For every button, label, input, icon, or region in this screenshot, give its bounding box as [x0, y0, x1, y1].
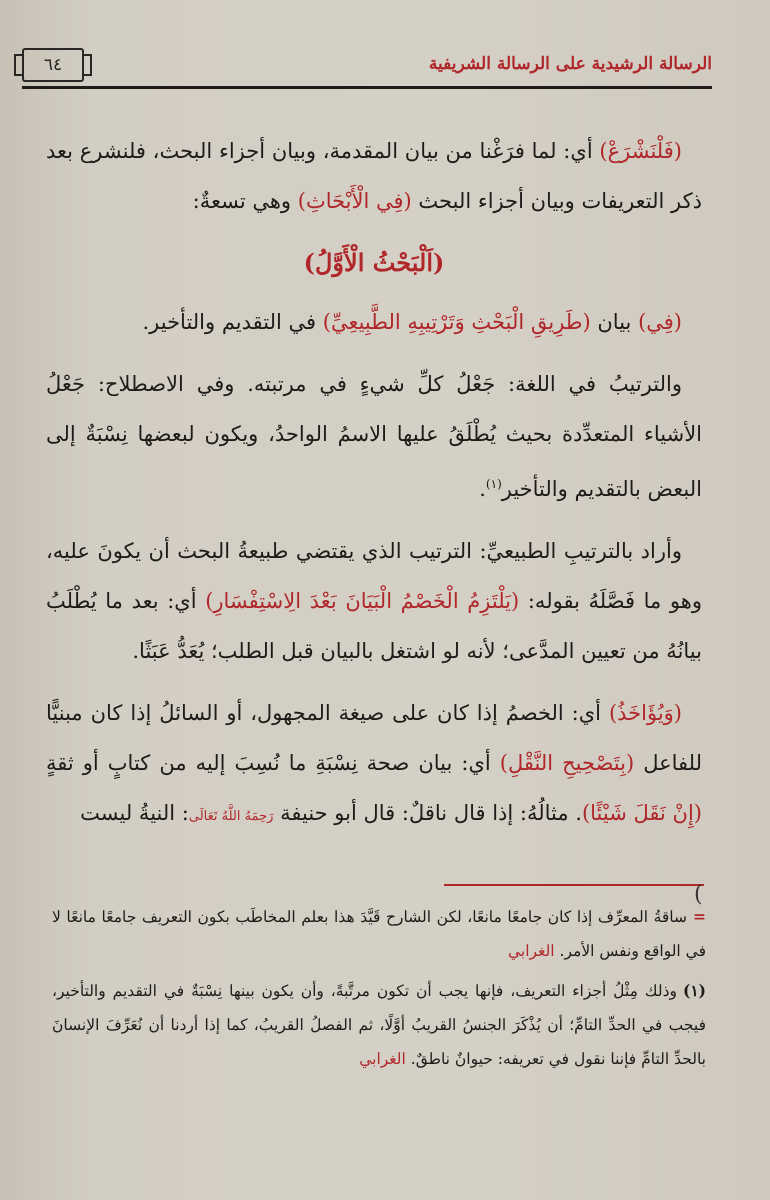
- commentary-text: أي: بيان صحة نِسْبَةِ ما نُسِبَ إليه من كتابٍ أو ثقةٍ: [46, 751, 500, 775]
- matn-quote: (فَلْنَشْرَعْ): [599, 139, 682, 163]
- footnote-source: الغرابي: [359, 1050, 406, 1068]
- matn-quote: (فِي الْأَبْحَاثِ): [297, 189, 412, 213]
- commentary-text: في التقديم والتأخير.: [142, 310, 323, 334]
- footnote-1: [52, 974, 706, 1076]
- main-text: [46, 126, 702, 854]
- footnote-marker: =: [693, 907, 706, 926]
- commentary-text: أي: بعد ما يُطْلَبُ بيانُهُ من تعيين المدَّعى؛ لأنه لو اشتغل بالبيان قبل الطلب؛ يُعَدُّ عَبَثًا.: [46, 589, 702, 663]
- commentary-text: وهي تسعةٌ:: [192, 189, 298, 213]
- matn-quote: (إِنْ نَقَلَ شَيْئًا): [581, 801, 702, 825]
- matn-quote: (طَرِيقِ الْبَحْثِ وَتَرْتِيبِهِ الطَّبِيعِيِّ): [322, 310, 591, 334]
- paragraph-2: [46, 297, 702, 347]
- footnote-continued: [52, 900, 706, 968]
- commentary-text: بيان: [590, 310, 639, 334]
- commentary-text: : النيةُ ليست: [80, 801, 189, 825]
- commentary-text: والترتيبُ في اللغة: جَعْلُ كلِّ شيءٍ في مرتبته. وفي الاصطلاح: جَعْلُ الأشياء المتعدِّدة بحيث يُطْلَقُ عليها الاسمُ الواحدُ، ويكون لبعضها نِسْبَةٌ إلى البعض بالتقديم والتأخير: [46, 372, 702, 501]
- footnote-text: ساقةُ المعرِّف إذا كان جامعًا مانعًا، لكن الشارح قَيَّدَ هذا بعلم المخاطَب بكون التعريف جامعًا مانعًا لا في الواقع ونفس الأمر.: [52, 908, 706, 960]
- matn-quote: (فِي): [638, 310, 682, 334]
- page-number: ٦٤: [22, 48, 84, 82]
- commentary-text: . مثالُهُ: إذا قال ناقلٌ: قال أبو حنيفة: [273, 801, 582, 825]
- paragraph-4: [46, 526, 702, 676]
- matn-quote: (وَيُؤَاخَذُ): [608, 701, 682, 725]
- commentary-text: .: [479, 477, 486, 501]
- margin-mark: (: [694, 882, 703, 907]
- footnote-separator: [444, 884, 704, 886]
- footnote-text: وذلك مِثْلُ أجزاء التعريف، فإنها يجب أن تكون مرتَّبةً، وأن يكون بينها نِسْبَةٌ في التقديم والتأخير، فيجب في الحدِّ التامِّ؛ أن يُذْكَرَ الجنسُ القريبُ أوَّلًا، ثم الفصلُ القريبُ، كما إذا أردنا أن نُعَرِّفَ الإنسانَ بالحدِّ التامِّ فإننا نقول في تعريفه: حيوانٌ ناطقٌ.: [52, 982, 706, 1068]
- section-heading: [46, 238, 702, 289]
- footnote-source: الغرابي: [508, 942, 555, 960]
- commentary-text: وأراد بالترتيبِ الطبيعيِّ: الترتيب الذي يقتضي طبيعةُ البحث أن يكونَ عليه، وهو ما فَصَّلَهُ بقوله:: [46, 539, 702, 613]
- commentary-text: أي: الخصمُ إذا كان على صيغة المجهول، أو السائلُ إذا كان مبنيًّا للفاعل: [46, 701, 703, 775]
- header-rule: [22, 86, 712, 89]
- page-header: [22, 44, 712, 88]
- heading-text: (اَلْبَحْثُ الْأَوَّلُ): [303, 248, 445, 277]
- paragraph-5: [46, 688, 702, 842]
- matn-quote: (بِتَصْحِيحِ النَّقْلِ): [499, 751, 635, 775]
- footnote-ref: (١): [485, 477, 502, 491]
- paragraph-3: [46, 359, 702, 514]
- matn-quote: (يَلْتَزِمُ الْخَصْمُ الْبَيَانَ بَعْدَ الِاسْتِفْسَارِ): [205, 589, 520, 613]
- paragraph-1: [46, 126, 702, 226]
- commentary-text: أي: لما فرَغْنا من بيان المقدمة، وبيان أجزاء البحث، فلنشرع بعد ذكر التعريفات وبيان أجزاء البحث: [46, 139, 702, 213]
- running-title: الرسالة الرشيدية على الرسالة الشريفية: [428, 54, 712, 74]
- footnotes: [52, 900, 706, 1082]
- footnote-marker: (١): [682, 981, 706, 1000]
- honorific: رَحِمَهُ اللَّهُ تَعَالَى: [188, 809, 274, 824]
